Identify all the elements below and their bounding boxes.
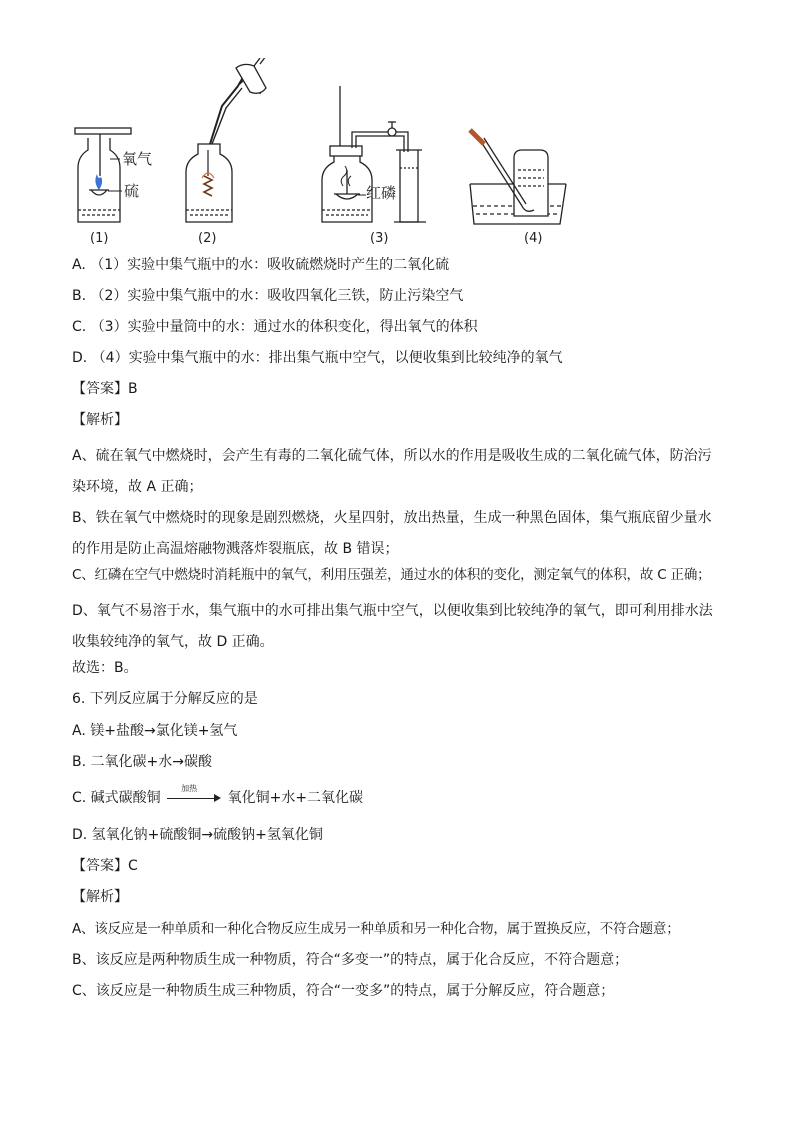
q5-analysis-b: B、铁在氧气中燃烧时的现象是剧烈燃烧，火星四射，放出热量，生成一种黑色固体，集气瓶底留少量水的作用是防止高温熔融物溅落炸裂瓶底，故 B 错误； xyxy=(72,510,712,557)
caption-2: (2) xyxy=(198,231,217,246)
apparatus-1-sulfur-in-oxygen xyxy=(75,128,131,222)
arrow-head-icon xyxy=(214,794,221,802)
q6-option-a: A. 镁+盐酸→氯化镁+氢气 xyxy=(72,723,238,739)
q6-option-c-suffix: 氧化铜+水+二氧化碳 xyxy=(227,790,364,806)
arrow-line xyxy=(167,798,217,799)
caption-3: (3) xyxy=(370,231,389,246)
apparatus-2-iron-in-oxygen xyxy=(186,58,266,222)
q6-answer: 【答案】C xyxy=(72,858,138,874)
q5-option-b: B. （2）实验中集气瓶中的水：吸收四氧化三铁，防止污染空气 xyxy=(72,288,464,304)
q6-analysis-b: B、该反应是两种物质生成一种物质，符合“多变一”的特点，属于化合反应，不符合题意； xyxy=(72,952,629,968)
flame-icon xyxy=(95,174,102,190)
q5-analysis-d: D、氧气不易溶于水，集气瓶中的水可排出集气瓶中空气，以便收集到比较纯净的氧气，即可利用排水法收集较纯净的氧气，故 D 正确。 xyxy=(72,603,713,650)
q5-answer: 【答案】B xyxy=(72,381,138,397)
label-sulfur: 硫 xyxy=(124,182,140,200)
q5-analysis-c: C、红磷在空气中燃烧时消耗瓶中的氧气，利用压强差，通过水的体积的变化，测定氧气的体积，故 C 正确； xyxy=(72,567,711,583)
q6-option-c xyxy=(72,784,364,808)
q6-option-c-prefix: C. 碱式碳酸铜 xyxy=(72,790,161,806)
q6-analysis-a: A、该反应是一种单质和一种化合物反应生成另一种单质和另一种化合物，属于置换反应，不符合题意； xyxy=(72,921,680,937)
q6-option-b: B. 二氧化碳+水→碳酸 xyxy=(72,754,212,770)
q6-analysis-c: C、该反应是一种物质生成三种物质，符合“一变多”的特点，属于分解反应，符合题意； xyxy=(72,983,615,999)
caption-4: (4) xyxy=(524,231,543,246)
q5-option-a: A. （1）实验中集气瓶中的水：吸收硫燃烧时产生的二氧化硫 xyxy=(72,257,450,273)
q6-stem: 6. 下列反应属于分解反应的是 xyxy=(72,691,258,707)
reaction-arrow xyxy=(165,784,223,808)
label-oxygen: 氧气 xyxy=(122,150,153,168)
experiment-figure xyxy=(60,58,620,248)
label-red-phosphorus: 红磷 xyxy=(366,184,397,202)
q5-analysis-a: A、硫在氧气中燃烧时，会产生有毒的二氧化硫气体，所以水的作用是吸收生成的二氧化硫气体，防治污染环境，故 A 正确； xyxy=(72,448,712,495)
q5-analysis-title: 【解析】 xyxy=(72,412,128,428)
iron-wire-coil-icon xyxy=(202,150,214,196)
q5-option-d: D. （4）实验中集气瓶中的水：排出集气瓶中空气，以便收集到比较纯净的氧气 xyxy=(72,350,563,366)
q5-conclusion: 故选：B。 xyxy=(72,660,138,676)
apparatus-4-water-displacement xyxy=(470,130,566,224)
caption-1: (1) xyxy=(90,231,109,246)
smoke-icon xyxy=(341,166,351,186)
q6-option-d: D. 氢氧化钠+硫酸铜→硫酸钠+氢氧化铜 xyxy=(72,827,323,843)
q6-analysis-title: 【解析】 xyxy=(72,889,128,905)
reaction-condition: 加热 xyxy=(181,784,198,793)
q5-option-c: C. （3）实验中量筒中的水：通过水的体积变化，得出氧气的体积 xyxy=(72,319,478,335)
